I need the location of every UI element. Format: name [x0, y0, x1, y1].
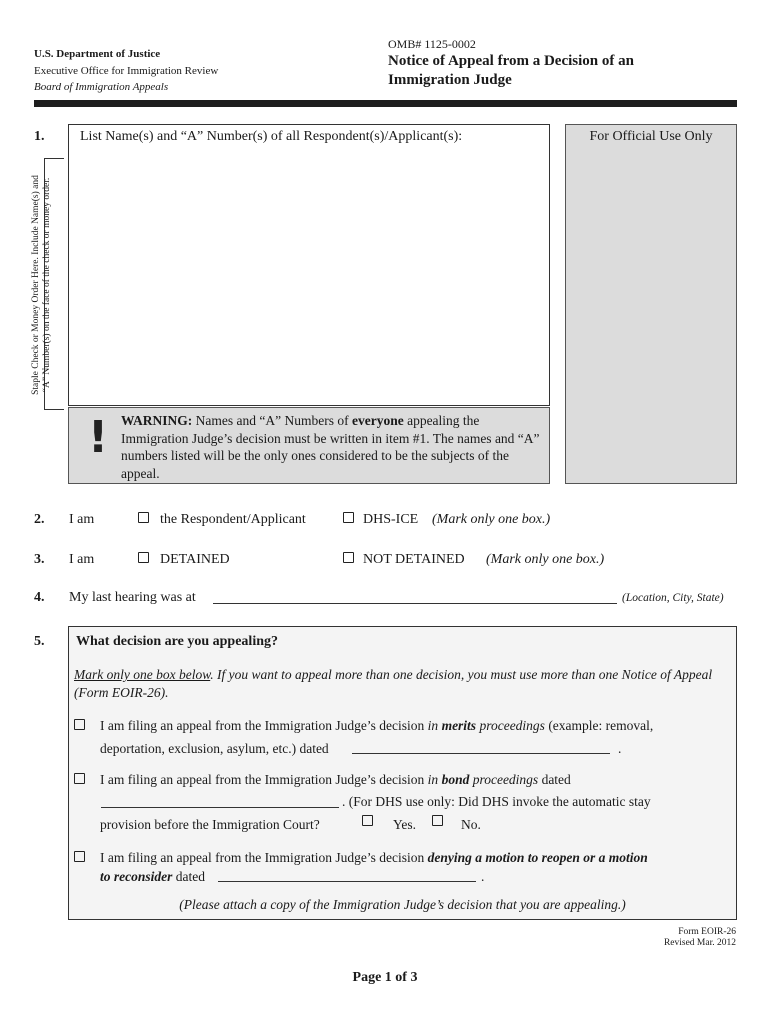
item2-note: (Mark only one box.) [432, 512, 551, 527]
reopen-text-1: I am filing an appeal from the Immigration Judge’s decision [100, 850, 425, 865]
reopen-option-line1 [100, 850, 648, 866]
reopen-date-field[interactable] [218, 880, 476, 882]
dhs-ice-checkbox[interactable] [343, 512, 354, 523]
bond-option-line1 [100, 772, 571, 788]
bond-checkbox[interactable] [74, 773, 85, 784]
bond-word: bond [441, 772, 470, 787]
merits-checkbox[interactable] [74, 719, 85, 730]
warning-text [121, 412, 546, 482]
item1-label: List Name(s) and “A” Number(s) of all Respondent(s)/Applicant(s): [80, 129, 463, 144]
bond-text-3: provision before the Immigration Court? [100, 817, 320, 832]
merits-proceedings: proceedings [479, 718, 545, 733]
bond-date-field[interactable] [101, 806, 339, 808]
last-hearing-label: My last hearing was at [69, 590, 196, 605]
item2-lead: I am [69, 512, 95, 527]
warning-everyone: everyone [351, 413, 404, 428]
dhs-ice-option-label: DHS-ICE [363, 512, 419, 527]
form-number: Form EOIR-26 [678, 927, 736, 937]
respondent-option-label: the Respondent/Applicant [160, 512, 306, 527]
board-name: Board of Immigration Appeals [34, 81, 169, 93]
instructions-underlined: Mark only one box below [74, 667, 211, 682]
merits-date-field[interactable] [352, 752, 610, 754]
detained-checkbox[interactable] [138, 552, 149, 563]
respondent-names-box[interactable] [68, 124, 550, 406]
not-detained-checkbox[interactable] [343, 552, 354, 563]
form-id [664, 927, 736, 949]
merits-text-2: (example: removal, [548, 718, 654, 733]
staple-note [31, 160, 53, 410]
merits-option-line1 [100, 718, 653, 734]
not-detained-option-label: NOT DETAINED [363, 552, 465, 567]
staple-note-line1: Staple Check or Money Order Here. Include Name(s) and [31, 175, 41, 395]
office-name: Executive Office for Immigration Review [34, 65, 219, 77]
bond-in: in [427, 772, 439, 787]
warning-part-a: Names and “A” Numbers of [195, 413, 349, 428]
item3-number: 3. [34, 552, 45, 567]
bond-dated: dated [541, 772, 571, 787]
merits-in: in [427, 718, 439, 733]
form-title: Notice of Appeal from a Decision of an Immigration Judge [388, 53, 634, 88]
warning-part-b: appealing the Immigration Judge’s decision must be written in item #1. The names and “A” numbers listed will be the only ones considered to be the subjects of the appeal. [121, 413, 540, 481]
bond-text-1: I am filing an appeal from the Immigration Judge’s decision [100, 772, 425, 787]
merits-end: . [618, 741, 622, 756]
attach-note: (Please attach a copy of the Immigration Judge’s decision that you are appealing.) [179, 897, 626, 912]
page-number: Page 1 of 3 [352, 970, 418, 985]
item1-number: 1. [34, 129, 45, 144]
stay-no-label: No. [461, 817, 481, 832]
department-name: U.S. Department of Justice [34, 48, 161, 60]
detained-option-label: DETAINED [160, 552, 230, 567]
reopen-dated: dated [175, 869, 205, 884]
official-use-box [565, 124, 737, 484]
bond-text-2: . (For DHS use only: Did DHS invoke the automatic stay [342, 794, 651, 809]
reopen-end: . [481, 869, 485, 884]
bond-proceedings: proceedings [472, 772, 539, 787]
item3-lead: I am [69, 552, 95, 567]
last-hearing-hint: (Location, City, State) [622, 592, 724, 604]
merits-text-1: I am filing an appeal from the Immigration Judge’s decision [100, 718, 425, 733]
official-use-label: For Official Use Only [589, 129, 713, 144]
item2-number: 2. [34, 512, 45, 527]
respondent-checkbox[interactable] [138, 512, 149, 523]
reopen-bold-2: to reconsider [100, 869, 173, 884]
last-hearing-field[interactable] [213, 602, 617, 604]
staple-note-line2: “A” Number(s) on the face of the check or money order. [42, 177, 52, 393]
reopen-bold: denying a motion to reopen or a motion [427, 850, 648, 865]
warning-icon: ! [88, 412, 109, 463]
merits-text-3: deportation, exclusion, asylum, etc.) dated [100, 741, 329, 756]
form-revision: Revised Mar. 2012 [663, 938, 736, 948]
instructions-rest: . If you want to appeal more than one decision, you must use more than one Notice of Appeal (Form EOIR-26). [74, 667, 713, 700]
stay-yes-checkbox[interactable] [362, 815, 373, 826]
header-rule [34, 100, 737, 107]
decision-instructions [74, 666, 729, 702]
warning-label: WARNING: [121, 413, 193, 428]
reopen-checkbox[interactable] [74, 851, 85, 862]
item3-note: (Mark only one box.) [486, 552, 605, 567]
stay-no-checkbox[interactable] [432, 815, 443, 826]
merits-word: merits [441, 718, 477, 733]
item5-number: 5. [34, 634, 45, 649]
stay-yes-label: Yes. [393, 817, 417, 832]
omb-number: OMB# 1125-0002 [388, 37, 476, 51]
reopen-option-line2 [100, 869, 205, 885]
item4-number: 4. [34, 590, 45, 605]
decision-question: What decision are you appealing? [76, 634, 278, 649]
